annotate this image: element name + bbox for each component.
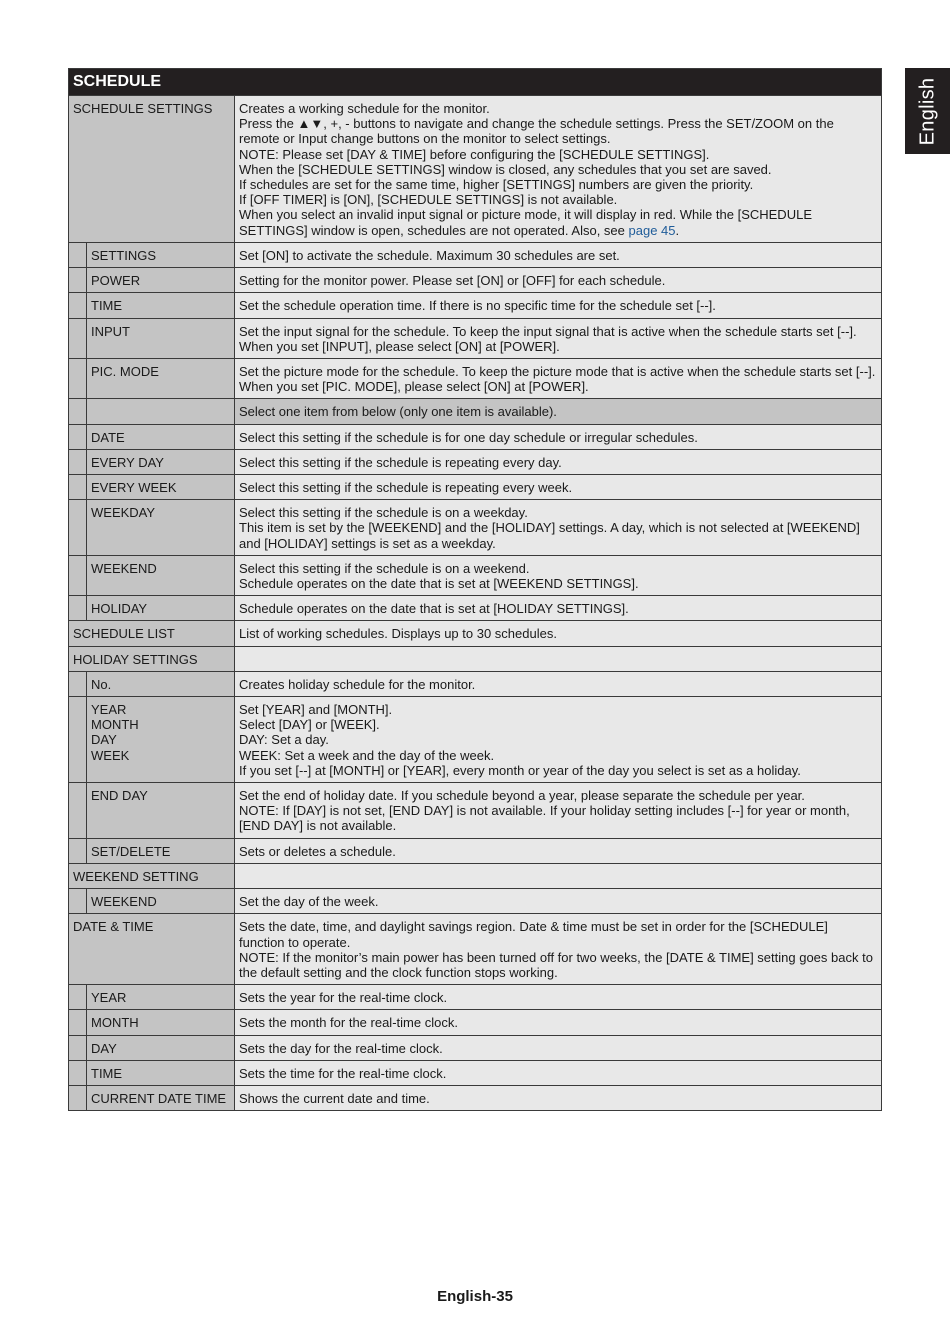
row-description: Set the picture mode for the schedule. To keep the picture mode that is active when the schedule starts set [--]. When you set [PIC. MODE], please select [ON] at [POWER]. [234, 359, 881, 398]
row-label: DAY [86, 1036, 234, 1060]
row-label: HOLIDAY SETTINGS [69, 647, 234, 671]
table-row [69, 449, 881, 474]
row-label: WEEKEND [86, 889, 234, 913]
table-row [69, 318, 881, 358]
table-row [69, 671, 881, 696]
row-label: PIC. MODE [86, 359, 234, 398]
row-description: Select this setting if the schedule is repeating every week. [234, 475, 881, 499]
row-label: DATE [86, 425, 234, 449]
table-row [69, 555, 881, 595]
row-label: EVERY WEEK [86, 475, 234, 499]
row-label: YEAR MONTH DAY WEEK [86, 697, 234, 782]
row-description: Set the input signal for the schedule. To keep the input signal that is active when the schedule starts set [--]. When you set [INPUT], please select [ON] at [POWER]. [234, 319, 881, 358]
row-label: SCHEDULE LIST [69, 621, 234, 645]
table-row [69, 863, 881, 888]
row-label: No. [86, 672, 234, 696]
table-row [69, 782, 881, 838]
language-tab-label: English [916, 77, 939, 145]
row-description [234, 647, 881, 671]
row-label: TIME [86, 1061, 234, 1085]
row-description: Set the schedule operation time. If there is no specific time for the schedule set [--]. [234, 293, 881, 317]
page-link[interactable]: page 45 [628, 222, 676, 238]
row-description: List of working schedules. Displays up to 30 schedules. [234, 621, 881, 645]
table-row [69, 242, 881, 267]
table-row [69, 96, 881, 242]
row-description: Sets the date, time, and daylight savings region. Date & time must be set in order for the [SCHEDULE] function to operate. NOTE: If the monitor’s main power has been turned off for two weeks, the [DATE & TIME] setting goes back to the default setting and the clock function stops working. [234, 914, 881, 984]
table-row [69, 398, 881, 423]
row-label: INPUT [86, 319, 234, 358]
row-description: Setting for the monitor power. Please set [ON] or [OFF] for each schedule. [234, 268, 881, 292]
table-row [69, 499, 881, 555]
row-description: Sets the month for the real-time clock. [234, 1010, 881, 1034]
table-row [69, 913, 881, 984]
row-label: SETTINGS [86, 243, 234, 267]
table-row [69, 646, 881, 671]
row-label: HOLIDAY [86, 596, 234, 620]
table-row [69, 984, 881, 1009]
row-description: Sets the time for the real-time clock. [234, 1061, 881, 1085]
table-row [69, 474, 881, 499]
row-description: Shows the current date and time. [234, 1086, 881, 1110]
row-label: DATE & TIME [69, 914, 234, 984]
row-label: WEEKEND [86, 556, 234, 595]
row-label: EVERY DAY [86, 450, 234, 474]
row-description: Select this setting if the schedule is repeating every day. [234, 450, 881, 474]
row-label [86, 399, 234, 423]
row-label: END DAY [86, 783, 234, 838]
table-row [69, 1009, 881, 1034]
table-title: SCHEDULE [69, 69, 881, 96]
row-label: SET/DELETE [86, 839, 234, 863]
row-description: Select one item from below (only one item is available). [234, 399, 881, 423]
table-row [69, 620, 881, 645]
row-label: SCHEDULE SETTINGS [69, 96, 234, 242]
row-description: Schedule operates on the date that is set at [HOLIDAY SETTINGS]. [234, 596, 881, 620]
row-label: WEEKDAY [86, 500, 234, 555]
table-row [69, 292, 881, 317]
row-description: Sets or deletes a schedule. [234, 839, 881, 863]
row-label: TIME [86, 293, 234, 317]
table-row [69, 696, 881, 782]
row-label: YEAR [86, 985, 234, 1009]
row-description: Select this setting if the schedule is for one day schedule or irregular schedules. [234, 425, 881, 449]
row-description: Sets the year for the real-time clock. [234, 985, 881, 1009]
schedule-table [68, 68, 882, 1111]
row-label: POWER [86, 268, 234, 292]
row-label: MONTH [86, 1010, 234, 1034]
row-description: Set the end of holiday date. If you schedule beyond a year, please separate the schedule per year. NOTE: If [DAY] is not set, [END DAY] is not available. If your holiday setting includes [--] for year or month, [END DAY] is not available. [234, 783, 881, 838]
row-description [234, 864, 881, 888]
row-label: WEEKEND SETTING [69, 864, 234, 888]
table-row [69, 595, 881, 620]
row-label: CURRENT DATE TIME [86, 1086, 234, 1110]
table-row [69, 267, 881, 292]
language-tab[interactable] [905, 68, 950, 154]
table-row [69, 358, 881, 398]
row-description: Select this setting if the schedule is on a weekend. Schedule operates on the date that is set at [WEEKEND SETTINGS]. [234, 556, 881, 595]
table-row [69, 1085, 881, 1110]
row-description: Select this setting if the schedule is on a weekday. This item is set by the [WEEKEND] and the [HOLIDAY] settings. A day, which is not selected at [WEEKEND] and [HOLIDAY] settings is set as a weekday. [234, 500, 881, 555]
table-row [69, 888, 881, 913]
table-row [69, 1060, 881, 1085]
table-row [69, 838, 881, 863]
page-number: English-35 [437, 1288, 513, 1305]
row-description: Sets the day for the real-time clock. [234, 1036, 881, 1060]
row-description: Creates a working schedule for the monitor. Press the ▲▼, +, - buttons to navigate and change the schedule settings. Press the SET/ZOOM on the remote or Input change buttons on the monitor to select settings. NOTE: Please set [DAY & TIME] before configuring the [SCHEDULE SETTINGS]. When the [SCHEDULE SETTINGS] window is closed, any schedules that you set are saved. If schedules are set for the same time, higher [SETTINGS] numbers are given the priority. If [OFF TIMER] is [ON], [SCHEDULE SETTINGS] is not available. When you select an invalid input signal or picture mode, it will display in red. While the [SCHEDULE SETTINGS] window is open, schedules are not operated. Also, see page 45. [234, 96, 881, 242]
row-description: Set [ON] to activate the schedule. Maximum 30 schedules are set. [234, 243, 881, 267]
row-description: Set the day of the week. [234, 889, 881, 913]
row-description: Set [YEAR] and [MONTH]. Select [DAY] or [WEEK]. DAY: Set a day. WEEK: Set a week and the day of the week. If you set [--] at [MONTH] or [YEAR], every month or year of the day you select is set as a holiday. [234, 697, 881, 782]
row-description: Creates holiday schedule for the monitor. [234, 672, 881, 696]
table-row [69, 1035, 881, 1060]
table-row [69, 424, 881, 449]
